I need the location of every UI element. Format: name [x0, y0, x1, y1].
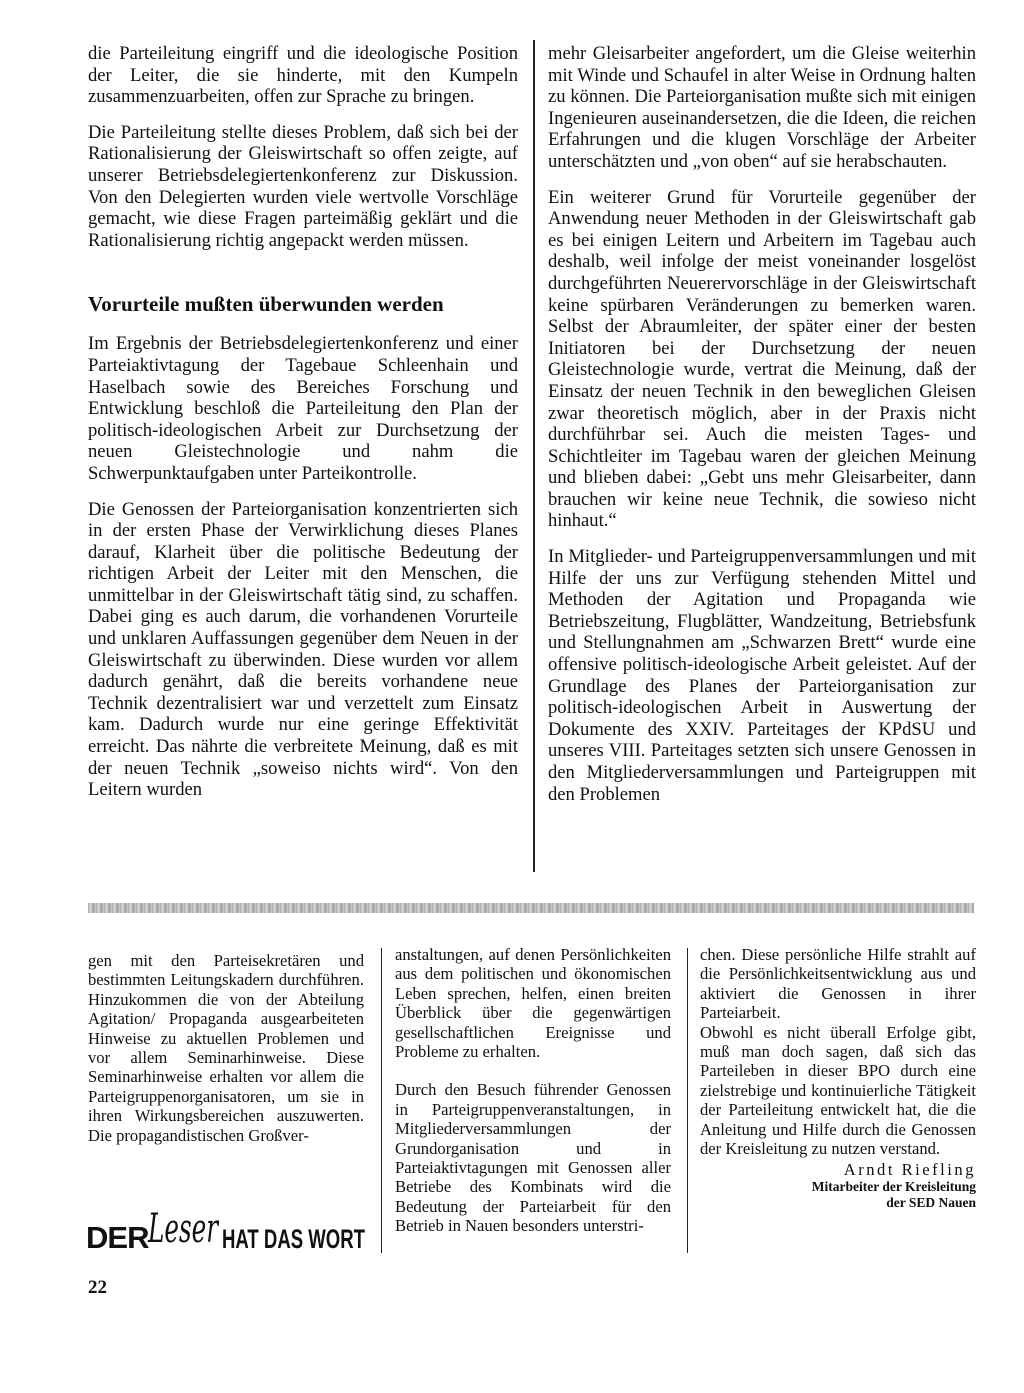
- logo-text-hat-das-wort: HAT DAS WORT: [222, 1224, 366, 1254]
- left-column: [88, 43, 518, 801]
- paragraph: anstaltungen, auf denen Persönlichkeiten aus dem politischen und ökonomischen Leben sprechen, helfen, einen breiten Überblick über die gegenwärtigen gesellschaftlichen Ereignisse und Probleme zu erhalten.: [395, 945, 671, 1062]
- paragraph: Im Ergebnis der Betriebsdelegiertenkonferenz und einer Parteiaktivtagung der Tagebaue Schleenhain und Haselbach sowie des Bereiches Forschung und Entwicklung beschloß die Parteileitung den Plan der politisch-ideologischen Arbeit zur Durchsetzung der neuen Gleistechnologie und nahm die Schwerpunktaufgaben unter Parteikontrolle.: [88, 333, 518, 484]
- paragraph: Ein weiterer Grund für Vorurteile gegenüber der Anwendung neuer Methoden in der Gleiswirtschaft gab es bei einigen Leitern und Arbeitern im Tagebau auch deshalb, weil infolge der meist voneinander losgelöst durchgeführten Neuerervorschläge in der Gleiswirtschaft keine spürbaren Veränderungen zu bemerken waren. Selbst der Abraumleiter, der später einer der besten Initiatoren bei der Durchsetzung der neuen Gleistechnologie wurde, vertrat die Meinung, daß der Einsatz der neuen Technik in den beweglichen Gleisen zwar theoretisch möglich, aber in der Praxis nicht durchführbar sei. Auch die meisten Tages- und Schichtleiter im Tagebau waren der gleichen Meinung und blieben dabei: „Gebt uns mehr Gleisarbeiter, dann brauchen wir keine neue Technik, die sowieso nicht hinhaut.“: [548, 186, 976, 532]
- paragraph: die Parteileitung eingriff und die ideologische Position der Leiter, die sie hinderte, mit den Kumpeln zusammenzuarbeiten, offen zur Sprache zu bringen.: [88, 43, 518, 108]
- section-divider: [88, 903, 974, 913]
- right-column: [548, 43, 976, 805]
- paragraph: In Mitglieder- und Parteigruppenversammlungen und mit Hilfe der uns zur Verfügung stehenden Mittel und Methoden der Agitation und Propaganda wie Betriebszeitung, Flugblätter, Wandzeitung, Betriebsfunk und Stellungnahmen am „Schwarzen Brett“ wurde eine offensive politisch-ideologische Arbeit geleistet. Auf der Grundlage des Planes der Parteiorganisation zur politisch-ideologischen Arbeit in Auswertung der Dokumente des XXIV. Parteitages der KPdSU und unseres VIII. Parteitages setzten sich unsere Genossen in den Mitgliederversammlungen und Parteigruppen mit den Problemen: [548, 546, 976, 805]
- column-divider: [533, 40, 535, 872]
- logo-text-der: DER: [86, 1220, 149, 1255]
- section-heading: Vorurteile mußten überwunden werden: [88, 292, 444, 317]
- author-role: der SED Nauen: [886, 1194, 976, 1210]
- author-name: Arndt Riefling: [843, 1160, 976, 1180]
- paragraph: gen mit den Parteisekretären und bestimmten Leitungskadern durchführen. Hinzukommen die von der Abteilung Agitation/ Propaganda ausgearbeiteten Hinweise zu aktuellen Problemen und vor allem Seminarhinweise. Diese Seminarhinweise erhalten vor allem die Parteigruppenorganisatoren, um sie in ihren Wirkungsbereichen auszuwerten. Die propagandistischen Großver-: [88, 951, 364, 1145]
- logo-script-leser: Leser: [147, 1206, 220, 1252]
- paragraph: Die Genossen der Parteiorganisation konzentrierten sich in der ersten Phase der Verwirklichung dieses Planes darauf, Klarheit über die politische Bedeutung der richtigen Arbeit der Leiter mit den Menschen, die unmittelbar in der Gleiswirtschaft tätig sind, zu schaffen. Dabei ging es auch darum, die vorhandenen Vorurteile und unklaren Auffassungen gegenüber dem Neuen in der Gleiswirtschaft zu überwinden. Diese wurden vor allem dadurch genährt, daß die bereits vorhandene neue Technik dezentralisiert war und verzettelt zum Einsatz kam. Dadurch wurde nur eine geringe Effektivität erreicht. Das nährte die verbreitete Meinung, daß es mit der neuen Technik „soweiso nichts wird“. Von den Leitern wurden: [88, 498, 518, 801]
- bottom-column-3: [700, 945, 976, 1210]
- bottom-column-2: [395, 945, 671, 1236]
- paragraph: Obwohl es nicht überall Erfolge gibt, muß man doch sagen, daß sich das Parteileben in dieser BPO durch eine zielstrebige und kontinuierliche Tätigkeit der Parteileitung entwickelt hat, die die Anleitung und Hilfe durch die Genossen der Kreisleitung zu nutzen verstand.: [700, 1022, 976, 1159]
- page-number: 22: [88, 1277, 107, 1298]
- column-divider: [381, 948, 382, 1253]
- paragraph: mehr Gleisarbeiter angefordert, um die Gleise weiterhin mit Winde und Schaufel in alter Weise in Ordnung halten zu können. Die Parteiorganisation mußte sich mit einigen Ingenieuren auseinandersetzen, die die Ideen, die reichen Erfahrungen und die klugen Vorschläge der Arbeiter unterschätzten und „von oben“ auf sie herabschauten.: [548, 43, 976, 172]
- der-leser-hat-das-wort-logo: [86, 1202, 366, 1260]
- bottom-column-1: [88, 951, 364, 1145]
- paragraph: Durch den Besuch führender Genossen in Parteigruppenveranstaltungen, in Mitgliederversammlungen der Grundorganisation und in Parteiaktivtagungen mit Genossen aller Betriebe des Kombinats wird die Bedeutung der Parteiarbeit für den Betrieb in Nauen besonders unterstri-: [395, 1080, 671, 1236]
- paragraph: Die Parteileitung stellte dieses Problem, daß sich bei der Rationalisierung der Gleiswirtschaft so offen zeigte, auf unserer Betriebsdelegiertenkonferenz zur Diskussion. Von den Delegierten wurden viele wertvolle Vorschläge gemacht, wie diese Fragen parteimäßig geklärt und die Rationalisierung richtig angepackt werden müssen.: [88, 121, 518, 251]
- column-divider: [687, 948, 688, 1253]
- author-role: Mitarbeiter der Kreisleitung: [811, 1179, 976, 1195]
- paragraph: chen. Diese persönliche Hilfe strahlt auf die Persönlichkeitsentwicklung aus und aktiviert die Genossen in ihrer Parteiarbeit.: [700, 945, 976, 1023]
